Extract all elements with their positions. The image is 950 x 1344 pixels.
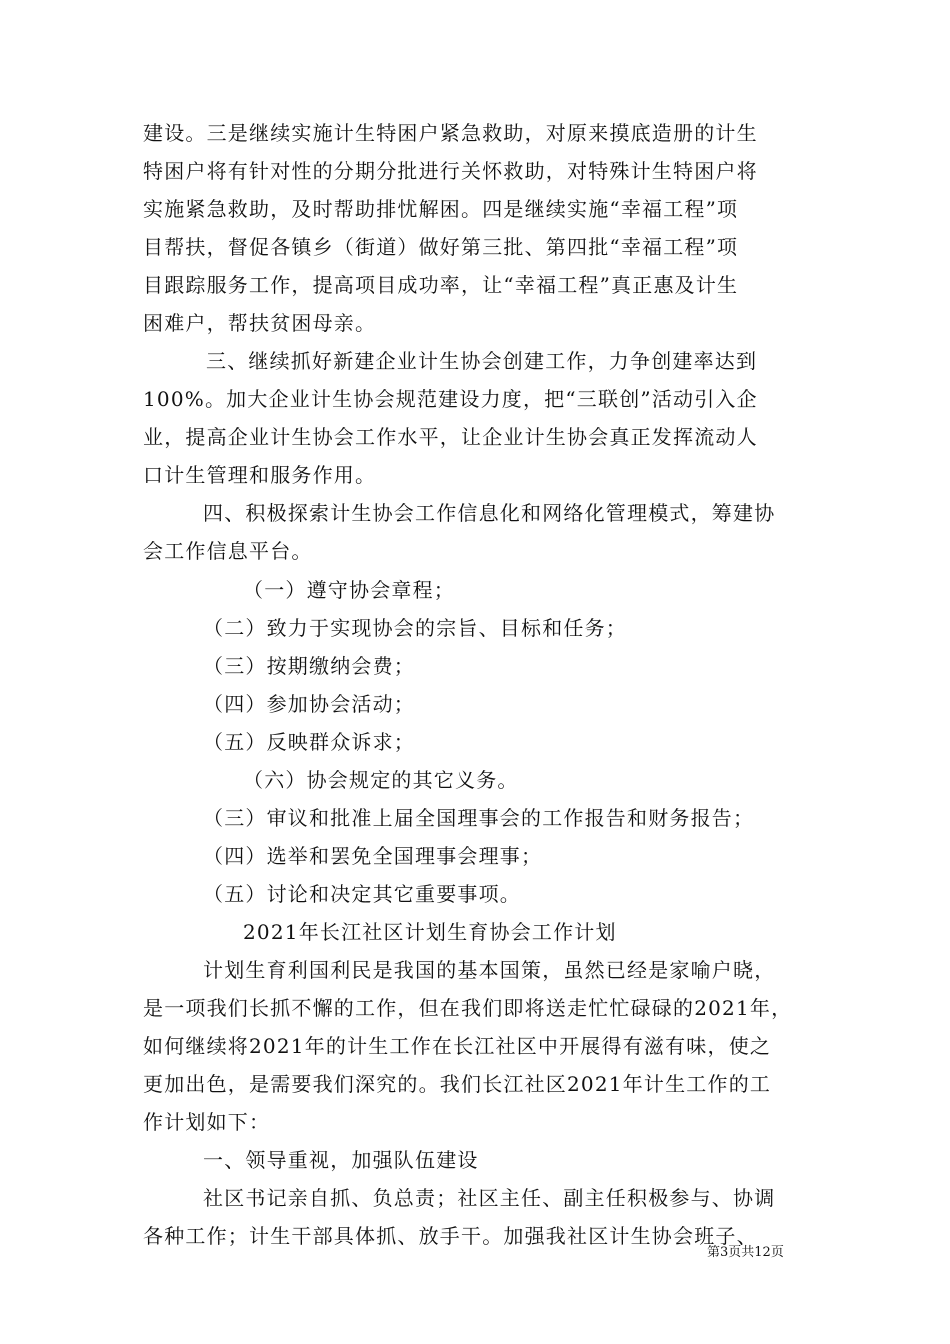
- paragraph-line: 建设。三是继续实施计生特困户紧急救助，对原来摸底造册的计生: [143, 121, 758, 145]
- paragraph-line: 如何继续将2021年的计生工作在长江社区中开展得有滋有味，使之: [143, 1034, 772, 1058]
- paragraph-line: 口计生管理和服务作用。: [143, 463, 377, 487]
- list-item: （四）参加协会活动；: [203, 692, 415, 716]
- paragraph-line: 计划生育利国利民是我国的基本国策，虽然已经是家喻户晓，: [203, 958, 776, 982]
- section-heading: 四、积极探索计生协会工作信息化和网络化管理模式，筹建协: [203, 501, 776, 525]
- paragraph-line: 社区书记亲自抓、负总责；社区主任、副主任积极参与、协调: [203, 1186, 776, 1210]
- page-number: 第3页共12页: [707, 1245, 784, 1260]
- paragraph-line: 是一项我们长抓不懈的工作，但在我们即将送走忙忙碌碌的2021年，: [143, 996, 793, 1020]
- list-item: （二）致力于实现协会的宗旨、目标和任务；: [203, 616, 627, 640]
- paragraph-line: 困难户，帮扶贫困母亲。: [143, 311, 377, 335]
- paragraph-line: 目跟踪服务工作，提高项目成功率，让“幸福工程”真正惠及计生: [143, 273, 739, 297]
- paragraph-line: 100%。加大企业计生协会规范建设力度，把“三联创”活动引入企: [143, 387, 758, 411]
- list-item: （三）审议和批准上届全国理事会的工作报告和财务报告；: [203, 806, 755, 830]
- paragraph-line: 作计划如下：: [143, 1110, 271, 1134]
- list-item: （五）讨论和决定其它重要事项。: [203, 882, 521, 906]
- list-item: （五）反映群众诉求；: [203, 730, 415, 754]
- list-item: （三）按期缴纳会费；: [203, 654, 415, 678]
- paragraph-line: 实施紧急救助，及时帮助排忧解困。四是继续实施“幸福工程”项: [143, 197, 739, 221]
- paragraph-line: 目帮扶，督促各镇乡（街道）做好第三批、第四批“幸福工程”项: [143, 235, 739, 259]
- list-item: （六）协会规定的其它义务。: [243, 768, 519, 792]
- paragraph-line: 特困户将有针对性的分期分批进行关怀救助，对特殊计生特困户将: [143, 159, 758, 183]
- paragraph-line: 各种工作；计生干部具体抓、放手干。加强我社区计生协会班子、: [143, 1224, 758, 1248]
- document-title: 2021年长江社区计划生育协会工作计划: [243, 920, 617, 944]
- paragraph-line: 业，提高企业计生协会工作水平，让企业计生协会真正发挥流动人: [143, 425, 758, 449]
- list-item: （四）选举和罢免全国理事会理事；: [203, 844, 543, 868]
- paragraph-line: 会工作信息平台。: [143, 539, 313, 563]
- section-heading: 一、领导重视，加强队伍建设: [203, 1148, 479, 1172]
- list-item: （一）遵守协会章程；: [243, 578, 455, 602]
- section-heading: 三、继续抓好新建企业计生协会创建工作，力争创建率达到: [206, 349, 758, 373]
- paragraph-line: 更加出色，是需要我们深究的。我们长江社区2021年计生工作的工: [143, 1072, 772, 1096]
